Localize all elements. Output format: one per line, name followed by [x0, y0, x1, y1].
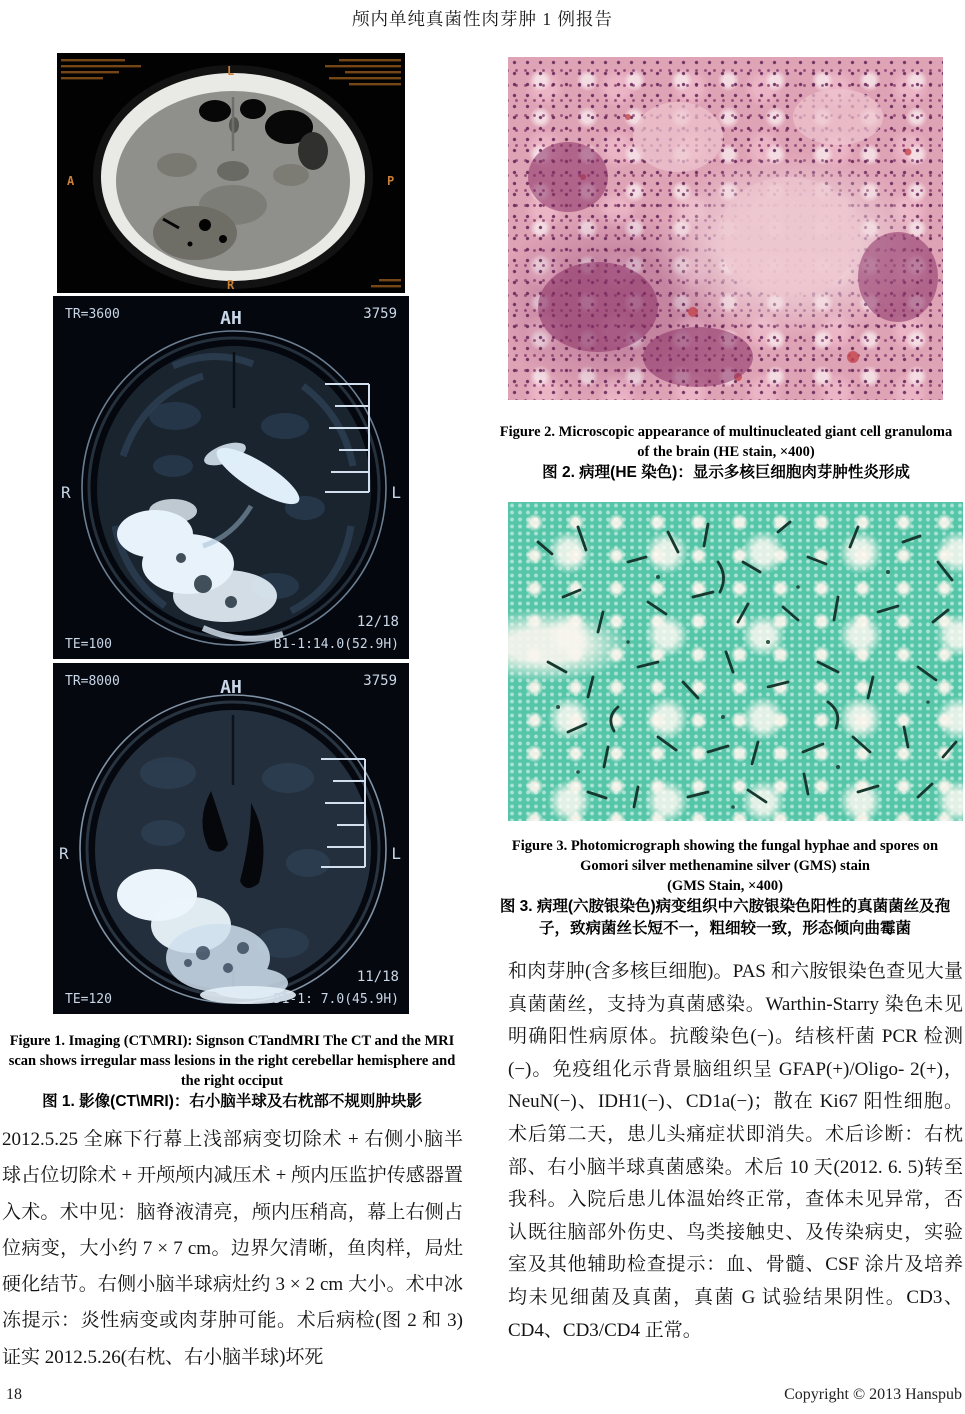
copyright-notice: Copyright © 2013 Hanspub — [784, 1386, 962, 1403]
he-stain-micrograph — [508, 57, 943, 400]
mri-flair-te-label: TE=120 — [65, 992, 112, 1007]
mri-flair-image — [53, 663, 409, 1014]
page-number: 18 — [6, 1386, 22, 1403]
mri-t2-image — [53, 296, 409, 659]
mri-flair-marker-right-label: R — [59, 844, 69, 863]
mri-flair-plane-label: AH — [220, 677, 242, 698]
mri-flair-marker-left-label: L — [391, 844, 401, 863]
mri-flair-slice-label: 11/18 — [356, 969, 399, 985]
figure1-caption — [0, 1031, 464, 1113]
mri-t2-scaninfo-label: B1-1:14.0(52.9H) — [273, 637, 399, 652]
ct-marker-left-label: L — [227, 64, 235, 78]
body-paragraph-left: 2012.5.25 全麻下行幕上浅部病变切除术 + 右侧小脑半球占位切除术 + 开颅颅内减压术 + 颅内压监护传感器置入术。术中见：脑脊液清亮，颅内压稍高，幕上右侧占位病变，大小约 7 × 7 cm。边界欠清晰，鱼肉样，局灶硬化结节。右侧小脑半球病灶约 3 × 2 cm 大小。术中冰冻提示：炎性病变或肉芽肿可能。术后病检(图 2 和 3)证实 2012.5.26(右枕、右小脑半球)坏死 — [2, 1129, 463, 1368]
figure3-caption-magnification: (GMS Stain, ×400) — [667, 878, 783, 894]
mri-flair-tr-label: TR=8000 — [65, 674, 120, 689]
page-title: 颅内单纯真菌性肉芽肿 1 例报告 — [352, 9, 613, 29]
ct-marker-anterior-label: A — [67, 174, 75, 188]
figure2-caption-en: Figure 2. Microscopic appearance of multinucleated giant cell granuloma of the brain (HE stain, ×400) — [499, 424, 953, 460]
figure2-caption — [494, 422, 958, 484]
mri-t2-plane-label: AH — [220, 308, 242, 329]
he-stain-detail-overlay — [508, 57, 943, 400]
figure3-caption-zh: 图 3. 病理(六胺银染色)病变组织中六胺银染色阳性的真菌菌丝及孢子，致病菌丝长短不一，粗细较一致，形态倾向曲霉菌 — [499, 898, 951, 937]
mri-t2-marker-left-label: L — [391, 483, 401, 502]
figure1-caption-zh: 图 1. 影像(CT\MRI)：右小脑半球及右枕部不规则肿块影 — [42, 1093, 422, 1110]
ct-scan-image — [57, 53, 405, 293]
mri-t2-tr-label: TR=3600 — [65, 307, 120, 322]
mri-t2-marker-right-label: R — [61, 483, 71, 502]
ct-marker-posterior-label: P — [387, 174, 395, 188]
mri-t2-series-label: 3759 — [363, 306, 397, 322]
ct-marker-right-label: R — [227, 278, 235, 292]
body-paragraph-right: 和肉芽肿(含多核巨细胞)。PAS 和六胺银染色查见大量真菌菌丝，支持为真菌感染。Warthin-Starry 染色未见明确阳性病原体。抗酸染色(−)。结核杆菌 PCR 检测(−)。免疫组化示背景脑组织呈 GFAP(+)/Oligo- 2(+)，NeuN(−)、IDH1(−)、CD1a(−)；散在 Ki67 阳性细胞。术后第二天，患儿头痛症状即消失。术后诊断：右枕部、右小脑半球真菌感染。术后 10 天(2012. 6. 5)转至我科。入院后患儿体温始终正常，查体未见异常，否认既往脑部外伤史、鸟类接触史、及传染病史，实验室及其他辅助检查提示：血、骨髓、CSF 涂片及培养均未见细菌及真菌，真菌 G 试验结果阴性。CD3、CD4、CD3/CD4 正常。 — [508, 961, 963, 1341]
figure3-caption-en: Figure 3. Photomicrograph showing the fungal hyphae and spores on Gomori silver methenamine silver (GMS) stain — [511, 838, 939, 874]
figure1-caption-en: Figure 1. Imaging (CT\MRI): Signson CTandMRI The CT and the MRI scan shows irregular mass lesions in the right cerebellar hemisphere and the right occiput — [8, 1033, 456, 1089]
fungal-hyphae-overlay — [508, 502, 963, 821]
gms-stain-micrograph — [508, 502, 963, 821]
mri-t2-slice-label: 12/18 — [356, 614, 399, 630]
mri-flair-series-label: 3759 — [363, 673, 397, 689]
figure2-caption-zh: 图 2. 病理(HE 染色)：显示多核巨细胞肉芽肿性炎形成 — [542, 464, 910, 481]
figure3-caption — [486, 836, 964, 940]
mri-t2-te-label: TE=100 — [65, 637, 112, 652]
mri-flair-scaninfo-label: D1-1: 7.0(45.9H) — [273, 992, 399, 1007]
